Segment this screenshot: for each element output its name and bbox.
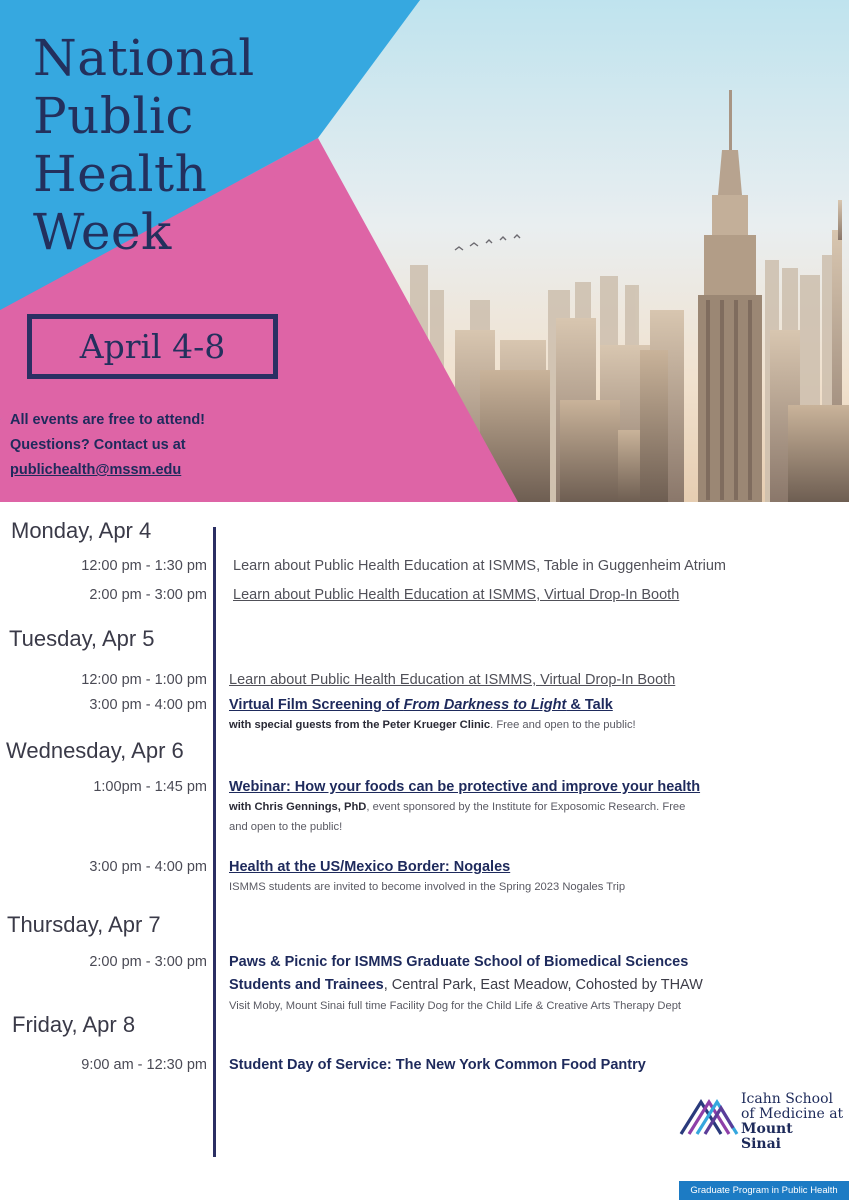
event-detail: ISMMS students are invited to become involved in the Spring 2023 Nogales Trip (229, 881, 626, 893)
day-wednesday: Wednesday, Apr 6 (6, 738, 184, 763)
mount-sinai-logo (679, 1091, 849, 1161)
day-tuesday: Tuesday, Apr 5 (9, 626, 155, 651)
event-title-prefix: Virtual Film Screening of (229, 697, 404, 713)
event-link[interactable] (229, 697, 613, 713)
event-detail-text: . Free and open to the public! (490, 719, 636, 731)
event-title-bold: Students and Trainees (229, 977, 384, 993)
event-detail (229, 801, 685, 813)
event-time: 3:00 pm - 4:00 pm (89, 859, 207, 875)
event-time: 1:00pm - 1:45 pm (93, 779, 207, 795)
day-monday: Monday, Apr 4 (11, 518, 152, 543)
event-dates: April 4-8 (79, 327, 226, 366)
event-link[interactable]: Webinar: How your foods can be protective and improve your health (229, 779, 701, 795)
event-time: 9:00 am - 12:30 pm (81, 1057, 207, 1073)
title-line-2: Public (33, 87, 194, 145)
event-title: Learn about Public Health Education at ISMMS, Table in Guggenheim Atrium (233, 558, 727, 574)
questions-note: Questions? Contact us at (10, 437, 186, 453)
event-title-suffix: & Talk (566, 697, 613, 713)
event-time: 2:00 pm - 3:00 pm (89, 954, 207, 970)
event-detail (229, 719, 636, 731)
event-time: 2:00 pm - 3:00 pm (89, 587, 207, 603)
event-dates-box (27, 314, 278, 379)
program-name-bar: Graduate Program in Public Health (679, 1181, 849, 1200)
logo-line: Mount (741, 1121, 793, 1137)
logo-line: Icahn School (741, 1091, 833, 1107)
event-time: 12:00 pm - 1:00 pm (81, 672, 207, 688)
event-detail-text: , event sponsored by the Institute for Exposomic Research. Free (366, 801, 686, 813)
event-title: Paws & Picnic for ISMMS Graduate School of Biomedical Sciences (229, 954, 689, 970)
contact-email-link[interactable]: publichealth@mssm.edu (10, 462, 182, 478)
event-link[interactable]: Health at the US/Mexico Border: Nogales (229, 859, 511, 875)
event-detail: and open to the public! (229, 821, 343, 833)
logo-line: of Medicine at (741, 1106, 844, 1122)
event-link[interactable]: Learn about Public Health Education at ISMMS, Virtual Drop-In Booth (229, 672, 676, 688)
day-thursday: Thursday, Apr 7 (7, 912, 161, 937)
day-friday: Friday, Apr 8 (12, 1012, 136, 1037)
event-time: 12:00 pm - 1:30 pm (81, 558, 207, 574)
title-line-4: Week (33, 203, 172, 261)
event-detail-bold: with Chris Gennings, PhD (229, 801, 367, 813)
event-detail: Visit Moby, Mount Sinai full time Facility Dog for the Child Life & Creative Arts Therapy Dept (229, 1000, 682, 1012)
event-title: Student Day of Service: The New York Common Food Pantry (229, 1057, 646, 1073)
timeline-divider (213, 527, 216, 1157)
event-title-line2 (229, 977, 703, 993)
free-events-note: All events are free to attend! (10, 412, 205, 428)
event-time: 3:00 pm - 4:00 pm (89, 697, 207, 713)
logo-line: Sinai (741, 1136, 781, 1152)
title-line-1: National (33, 29, 255, 87)
event-location: , Central Park, East Meadow, Cohosted by THAW (383, 977, 703, 993)
event-detail-bold: with special guests from the Peter Krueger Clinic (229, 719, 491, 731)
logo-wordmark (741, 1092, 843, 1152)
title-line-3: Health (33, 145, 208, 203)
event-link[interactable]: Learn about Public Health Education at ISMMS, Virtual Drop-In Booth (233, 587, 680, 603)
header-banner (0, 0, 849, 502)
film-title: From Darkness to Light (403, 697, 567, 713)
logo-mark-icon (679, 1096, 741, 1136)
